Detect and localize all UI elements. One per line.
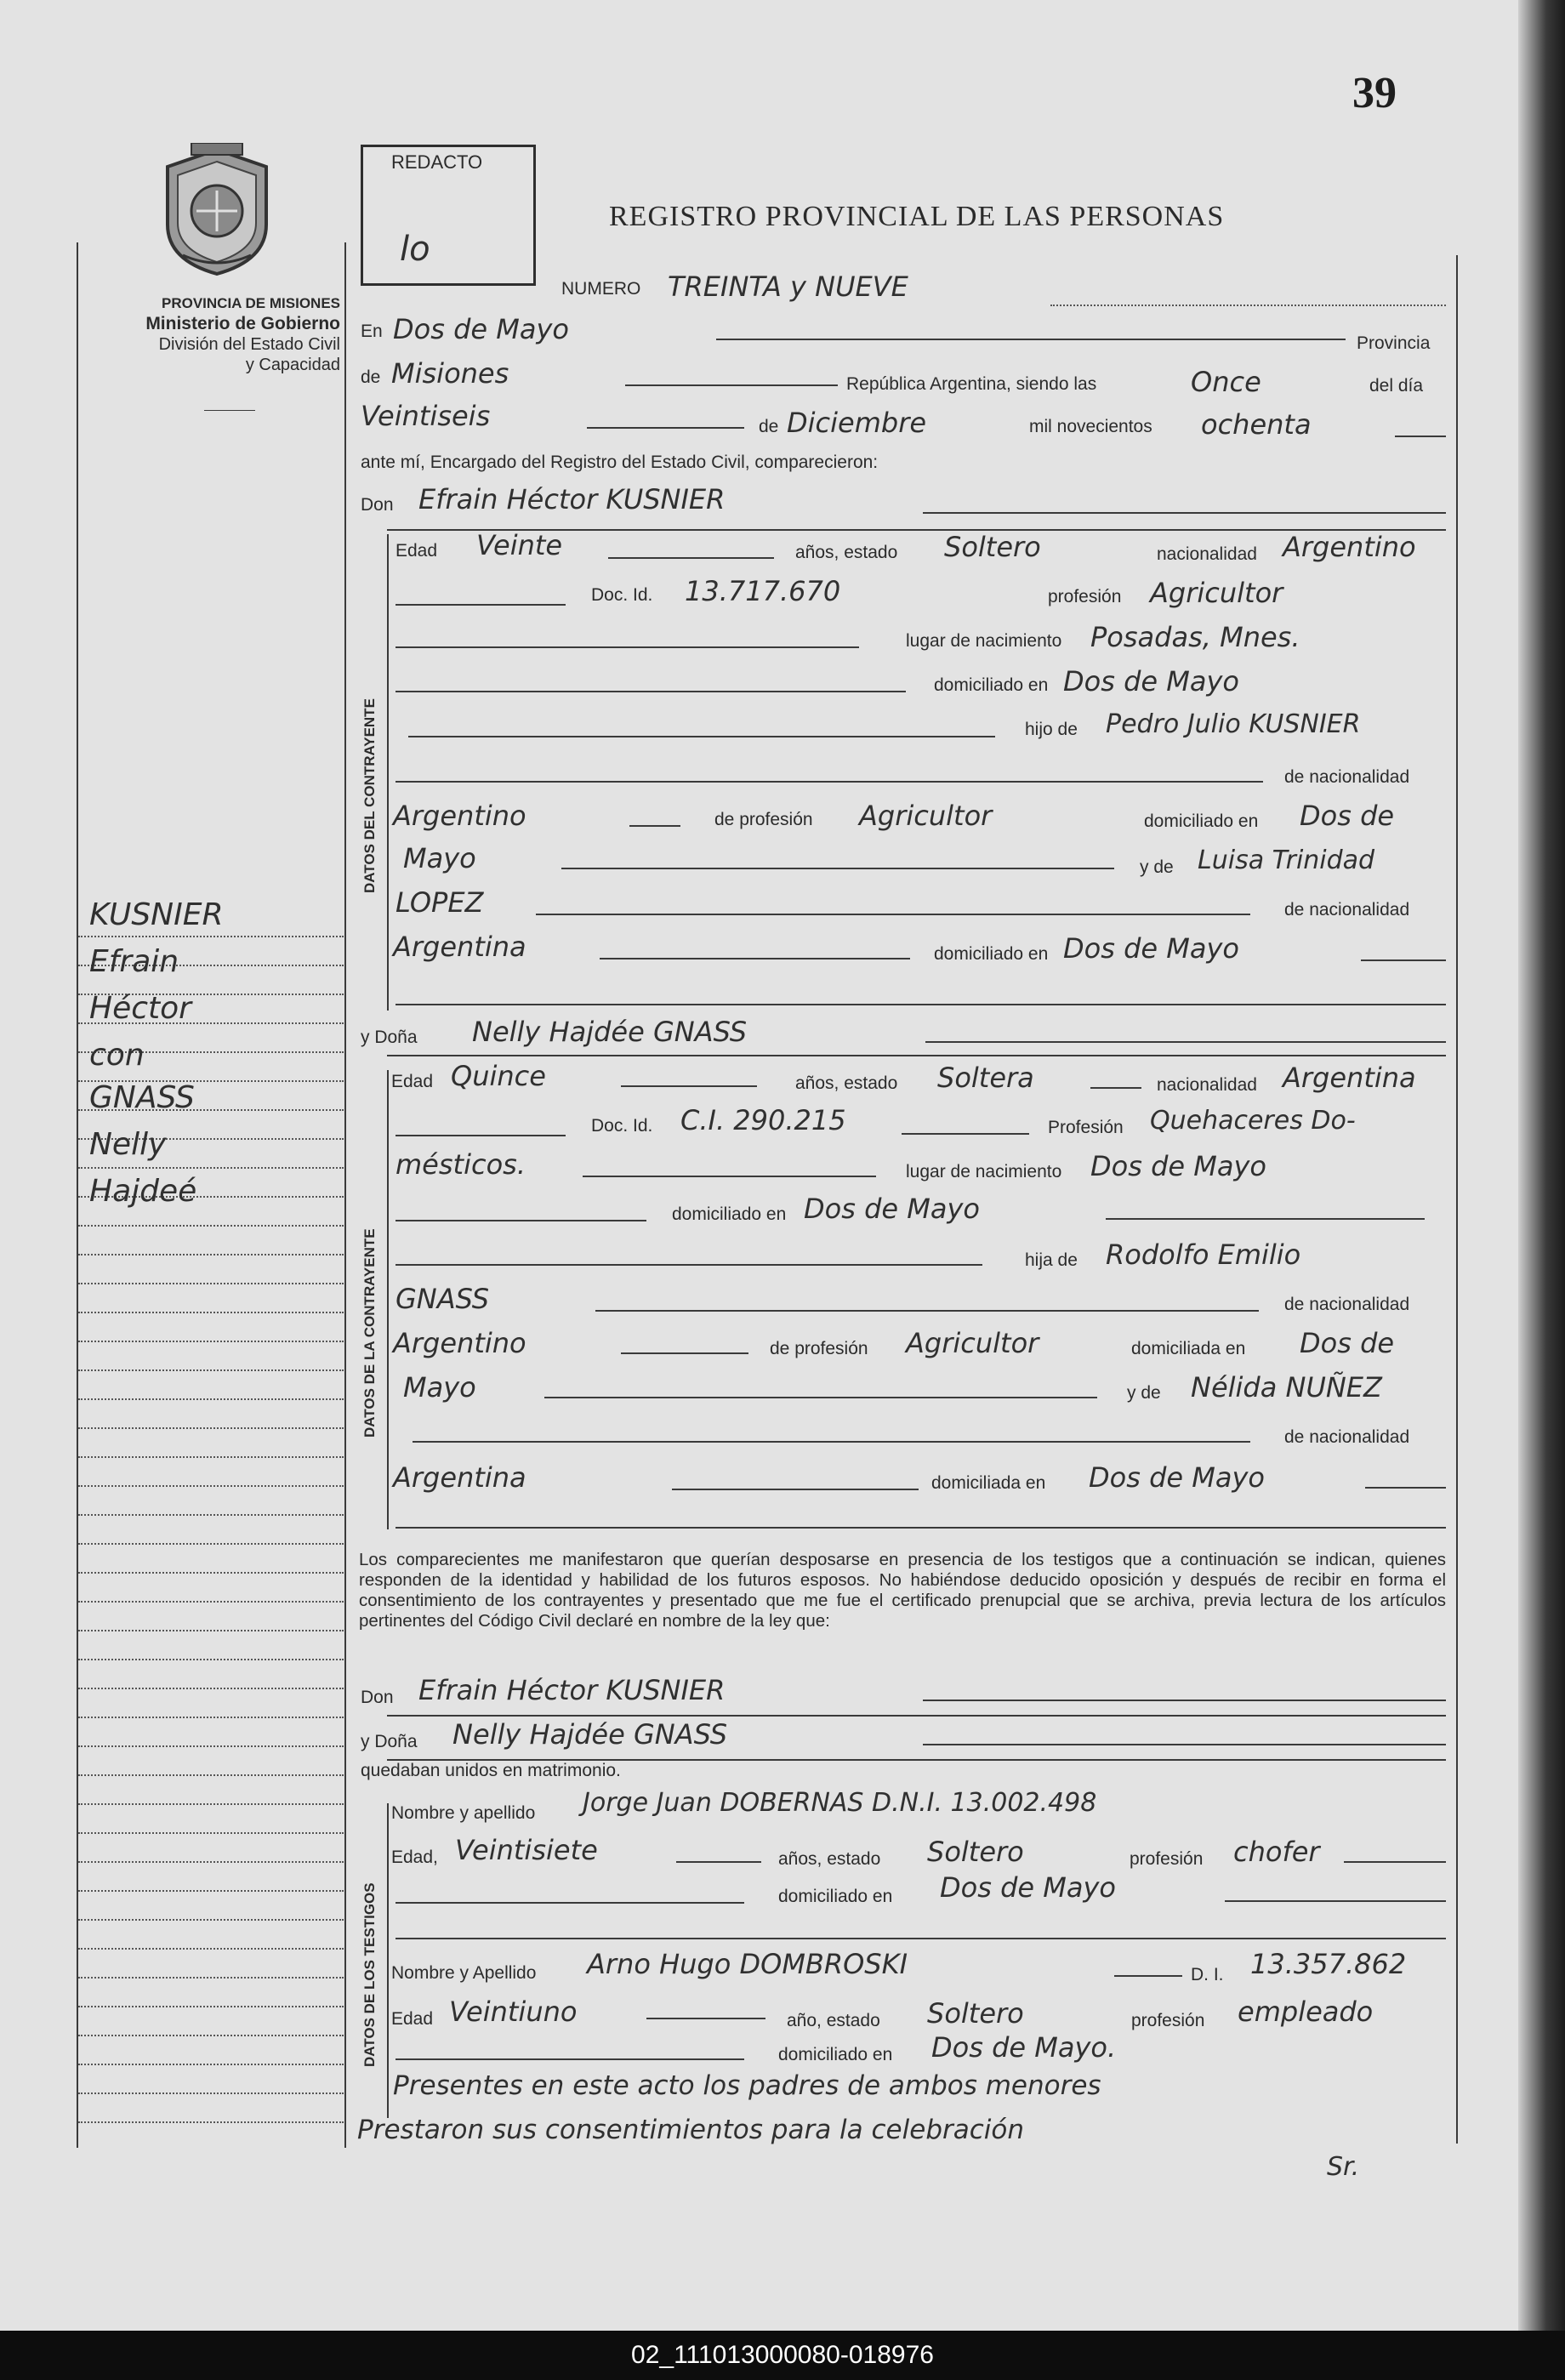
margin-ruled-line	[78, 936, 344, 937]
f-madre-value: Nélida NUÑEZ	[1191, 1371, 1382, 1404]
don-line	[923, 512, 1446, 514]
c-lugar-value: Posadas, Mnes.	[1090, 621, 1300, 653]
margin-ruled-line	[78, 1514, 344, 1516]
margin-ruled-line	[78, 1485, 344, 1487]
f-doc-label: Doc. Id.	[591, 1116, 653, 1136]
f-profesion-value-1: Quehaceres Do-	[1150, 1106, 1356, 1136]
c-y-de-label: y de	[1140, 857, 1174, 877]
c-madre-dom-label: domiciliado en	[934, 944, 1049, 964]
f-padre-nac-value: Argentino	[393, 1327, 526, 1359]
t1-dom-line	[1225, 1900, 1446, 1902]
t2-estado-value: Soltero	[927, 1997, 1024, 2030]
de-line	[625, 384, 838, 386]
f-padre-dom-value-1: Dos de	[1300, 1327, 1395, 1359]
c-end-line	[396, 1004, 1446, 1005]
f-doc-pre-line	[396, 1135, 566, 1136]
f-y-de-label: y de	[1127, 1383, 1161, 1403]
f-nac3-pre-line	[413, 1441, 1250, 1443]
issuing-office-header	[77, 293, 340, 375]
f-edad-line	[621, 1085, 757, 1087]
c-hijo-label: hijo de	[1025, 720, 1078, 739]
notes-line-1: Presentes en este acto los padres de ambos menores	[393, 2070, 1101, 2101]
f-padre-dom-label: domiciliada en	[1131, 1339, 1246, 1358]
t1-dom-value: Dos de Mayo	[940, 1871, 1116, 1904]
f-dom-line	[1106, 1218, 1425, 1220]
en-line	[716, 339, 1346, 340]
f-hija-pre-line	[396, 1264, 982, 1266]
c-padre-value: Pedro Julio KUSNIER	[1106, 709, 1361, 739]
f-edad-label: Edad	[391, 1072, 434, 1091]
c-madre-nac-value: Argentina	[393, 931, 526, 963]
t1-edad-line	[676, 1861, 761, 1863]
mes-label: de	[759, 417, 779, 436]
c-madre-value-1: Luisa Trinidad	[1198, 846, 1375, 875]
page-number: 39	[1352, 69, 1397, 117]
decl-y-dona-label: y Doña	[361, 1732, 418, 1751]
f-de-profesion-label: de profesión	[770, 1339, 868, 1358]
margin-ruled-line	[78, 1225, 344, 1227]
redacto-value: lo	[400, 230, 430, 269]
don-label: Don	[361, 495, 394, 515]
f-edad-value: Quince	[451, 1060, 546, 1092]
c-nacionalidad-label: nacionalidad	[1157, 544, 1257, 564]
contrayente-f-bracket	[387, 1070, 389, 1529]
f-madre-pre-line	[544, 1397, 1097, 1398]
margin-name-7: Hajdeé	[89, 1174, 197, 1209]
f-lugar-label: lugar de nacimiento	[906, 1162, 1062, 1181]
division-name: División del Estado Civil	[158, 335, 340, 354]
notes-line-3: Sr.	[1327, 2152, 1360, 2182]
margin-ruled-line	[78, 2006, 344, 2007]
en-value: Dos de Mayo	[393, 313, 569, 345]
t1-nombre-value: Jorge Juan DOBERNAS D.N.I. 13.002.498	[583, 1788, 1097, 1818]
c-nacionalidad2-label: de nacionalidad	[1284, 767, 1410, 787]
c-doc-label: Doc. Id.	[591, 585, 653, 605]
c-nac2-pre-line	[396, 781, 1263, 783]
margin-ruled-line	[78, 1398, 344, 1400]
t1-edad-label: Edad,	[391, 1848, 438, 1867]
f-lugar-value: Dos de Mayo	[1090, 1150, 1266, 1182]
margin-name-4: con	[89, 1038, 145, 1073]
f-padre-prof-value: Agricultor	[906, 1327, 1039, 1359]
province-name: PROVINCIA DE MISIONES	[161, 295, 340, 311]
t2-nombre-label: Nombre y Apellido	[391, 1963, 537, 1983]
t2-dom-pre-line	[396, 2058, 744, 2060]
contrayente-section-label: DATOS DEL CONTRAYENTE	[361, 698, 378, 893]
t1-nombre-label: Nombre y apellido	[391, 1803, 536, 1823]
f-estado-value: Soltera	[937, 1062, 1034, 1094]
scan-identifier: 02_111013000080-018976	[631, 2341, 934, 2369]
f-padre-nac-line	[621, 1352, 748, 1354]
t2-profesion-label: profesión	[1131, 2011, 1205, 2030]
margin-column-border	[344, 242, 346, 2148]
c-lugar-label: lugar de nacimiento	[906, 631, 1062, 651]
margin-name-2: Efrain	[89, 944, 179, 979]
c-madre-dom-line	[1361, 959, 1446, 961]
margin-ruled-line	[78, 1745, 344, 1747]
f-profesion-label: Profesión	[1048, 1118, 1124, 1137]
margin-ruled-line	[78, 1803, 344, 1805]
c-padre-nac-line	[629, 825, 680, 827]
anio-value: ochenta	[1201, 408, 1312, 441]
margin-name-1: KUSNIER	[89, 897, 224, 932]
t1-estado-value: Soltero	[927, 1836, 1024, 1868]
decl-don-underline	[387, 1715, 1446, 1717]
page-shadow-edge	[1518, 0, 1565, 2331]
f-anios-estado-label: años, estado	[795, 1073, 898, 1093]
anio-line	[1395, 436, 1446, 437]
t2-edad-label: Edad	[391, 2009, 434, 2029]
del-dia-label: del día	[1369, 376, 1424, 396]
margin-ruled-line	[78, 1659, 344, 1660]
f-lugar-pre-line	[583, 1176, 876, 1177]
margin-ruled-line	[78, 1167, 344, 1169]
c-madre-pre-line	[561, 868, 1114, 869]
f-dom-pre-line	[396, 1220, 646, 1221]
f-domicilio-value: Dos de Mayo	[804, 1193, 980, 1225]
margin-ruled-line	[78, 1369, 344, 1371]
f-padre-value-1: Rodolfo Emilio	[1106, 1238, 1301, 1271]
c-profesion-value: Agricultor	[1150, 577, 1283, 609]
t2-di-value: 13.357.862	[1250, 1948, 1407, 1980]
f-nacionalidad3-label: de nacionalidad	[1284, 1427, 1410, 1447]
f-madre-nac-value: Argentina	[393, 1461, 526, 1494]
numero-label: NUMERO	[561, 279, 641, 299]
t2-edad-value: Veintiuno	[449, 1996, 578, 2028]
margin-ruled-line	[78, 2092, 344, 2094]
f-nacionalidad2-label: de nacionalidad	[1284, 1295, 1410, 1314]
c-madre-value-2: LOPEZ	[396, 886, 484, 919]
numero-value: TREINTA y NUEVE	[668, 270, 908, 303]
t1-profesion-label: profesión	[1130, 1849, 1204, 1869]
f-profesion-value-2: mésticos.	[396, 1148, 526, 1181]
t2-dom-value: Dos de Mayo.	[931, 2031, 1117, 2064]
c-padre-prof-value: Agricultor	[859, 800, 993, 832]
testigos-section-label: DATOS DE LOS TESTIGOS	[361, 1882, 378, 2067]
c-profesion-label: profesión	[1048, 587, 1122, 606]
de-value: Misiones	[391, 357, 509, 390]
t1-end-line	[396, 1938, 1446, 1939]
c-nac3-pre-line	[536, 914, 1250, 915]
f-domiciliado-label: domiciliado en	[672, 1204, 787, 1224]
c-edad-label: Edad	[396, 541, 438, 561]
header-divider	[204, 410, 255, 411]
declaration-paragraph: Los comparecientes me manifestaron que querían desposarse en presencia de los testigos que a continuación se indican, quienes responden de la identidad y habilidad de los futuros esposos. No habiéndose deducido oposición y después de recibir en forma el consentimiento de los contrayentes y presentado que me fue el certificado prenupcial que se archiva, previa lectura de los artículos pertinentes del Código Civil declaré en nombre de la ley que:	[359, 1550, 1446, 1631]
right-border	[1456, 255, 1458, 2144]
c-domicilio-value: Dos de Mayo	[1063, 665, 1239, 697]
quedaban-text: quedaban unidos en matrimonio.	[361, 1761, 621, 1780]
contrayente-f-section-label: DATOS DE LA CONTRAYENTE	[361, 1228, 378, 1438]
t1-profesion-line	[1344, 1861, 1446, 1863]
margin-ruled-line	[78, 2121, 344, 2123]
margin-ruled-line	[78, 1948, 344, 1950]
decl-dona-line	[923, 1744, 1446, 1745]
c-nacionalidad3-label: de nacionalidad	[1284, 900, 1410, 920]
c-edad-value: Veinte	[476, 529, 563, 561]
f-estado-line	[1090, 1087, 1141, 1089]
de-label: de	[361, 367, 381, 387]
en-label: En	[361, 322, 383, 341]
margin-ruled-line	[78, 2064, 344, 2065]
c-edad-line	[608, 557, 774, 559]
f-hija-label: hija de	[1025, 1250, 1078, 1270]
margin-name-6: Nelly	[89, 1127, 167, 1162]
t1-estado-label: años, estado	[778, 1849, 881, 1869]
c-de-profesion-label: de profesión	[714, 810, 813, 829]
t2-estado-label: año, estado	[787, 2011, 880, 2030]
t2-di-label: D. I.	[1191, 1965, 1224, 1984]
decl-dona-value: Nelly Hajdée GNASS	[452, 1718, 728, 1751]
margin-ruled-line	[78, 1774, 344, 1776]
t1-profesion-value: chofer	[1233, 1836, 1320, 1868]
margin-ruled-line	[78, 1688, 344, 1689]
c-nacionalidad-value: Argentino	[1283, 531, 1416, 563]
decl-don-line	[923, 1700, 1446, 1701]
dona-value: Nelly Hajdée GNASS	[472, 1016, 748, 1048]
f-padre-value-2: GNASS	[396, 1283, 490, 1315]
f-madre-dom-value: Dos de Mayo	[1089, 1461, 1265, 1494]
margin-ruled-line	[78, 1543, 344, 1545]
c-dom-pre-line	[396, 691, 906, 692]
t2-nombre-value: Arno Hugo DOMBROSKI	[587, 1948, 908, 1980]
c-doc-value: 13.717.670	[685, 575, 841, 607]
c-domiciliado-label: domiciliado en	[934, 675, 1049, 695]
republica-text: República Argentina, siendo las	[846, 374, 1097, 394]
decl-don-label: Don	[361, 1688, 394, 1707]
margin-name-5: GNASS	[89, 1080, 195, 1115]
margin-ruled-line	[78, 1717, 344, 1718]
t1-edad-value: Veintisiete	[455, 1834, 598, 1866]
t2-nombre-line	[1114, 1975, 1182, 1977]
f-nacionalidad-value: Argentina	[1283, 1062, 1416, 1094]
c-padre-dom-value-2: Mayo	[403, 842, 476, 874]
margin-ruled-line	[78, 1601, 344, 1603]
decl-don-value: Efrain Héctor KUSNIER	[418, 1674, 726, 1706]
c-lugar-pre-line	[396, 646, 859, 648]
c-estado-value: Soltero	[944, 531, 1041, 563]
c-padre-dom-value-1: Dos de	[1300, 800, 1395, 832]
division-name-2: y Capacidad	[245, 356, 340, 374]
f-nac2-pre-line	[595, 1310, 1259, 1312]
dia-value: Veintiseis	[361, 400, 491, 432]
margin-ruled-line	[78, 1283, 344, 1284]
margin-ruled-line	[78, 1977, 344, 1979]
c-padre-dom-label: domiciliado en	[1144, 811, 1259, 831]
margin-name-3: Héctor	[89, 991, 191, 1026]
contrayente-bracket	[387, 534, 389, 1011]
margin-ruled-line	[78, 1572, 344, 1574]
margin-ruled-line	[78, 1312, 344, 1313]
t1-dom-label: domiciliado en	[778, 1887, 893, 1906]
f-end-line	[396, 1527, 1446, 1529]
margin-ruled-line	[78, 1890, 344, 1892]
dona-underline	[387, 1055, 1446, 1056]
c-madre-dom-value: Dos de Mayo	[1063, 932, 1239, 965]
don-value: Efrain Héctor KUSNIER	[418, 483, 726, 515]
t2-profesion-value: empleado	[1238, 1996, 1374, 2028]
margin-ruled-line	[78, 1630, 344, 1631]
c-anios-estado-label: años, estado	[795, 543, 898, 562]
y-dona-label: y Doña	[361, 1028, 418, 1047]
f-madre-nac-line	[672, 1489, 919, 1490]
margin-ruled-line	[78, 1456, 344, 1458]
t1-dom-pre-line	[396, 1902, 744, 1904]
t2-edad-line	[646, 2018, 765, 2019]
f-nacionalidad-label: nacionalidad	[1157, 1075, 1257, 1095]
margin-ruled-line	[78, 1254, 344, 1255]
hora-value: Once	[1191, 366, 1261, 398]
ministry-name: Ministerio de Gobierno	[145, 314, 340, 333]
c-hijo-pre-line	[408, 736, 995, 737]
testigos-bracket	[387, 1803, 389, 2118]
f-madre-dom-line	[1365, 1487, 1446, 1489]
mes-value: Diciembre	[787, 407, 927, 439]
f-doc-line	[902, 1133, 1029, 1135]
ante-text: ante mí, Encargado del Registro del Estado Civil, comparecieron:	[361, 453, 879, 472]
numero-line	[1050, 305, 1446, 306]
margin-ruled-line	[78, 1427, 344, 1429]
margin-ruled-line	[78, 1919, 344, 1921]
f-doc-value: C.I. 290.215	[680, 1104, 846, 1136]
margin-ruled-line	[78, 1341, 344, 1342]
f-madre-dom-label: domiciliada en	[931, 1473, 1046, 1493]
margin-ruled-line	[78, 2035, 344, 2036]
f-padre-dom-value-2: Mayo	[403, 1371, 476, 1404]
provincia-label: Provincia	[1357, 333, 1431, 353]
mil-text: mil novecientos	[1029, 417, 1152, 436]
c-padre-nac-value: Argentino	[393, 800, 526, 832]
registry-title: REGISTRO PROVINCIAL DE LAS PERSONAS	[609, 201, 1225, 232]
provincial-seal-emblem	[157, 143, 276, 279]
margin-ruled-line	[78, 1832, 344, 1834]
notes-line-2: Prestaron sus consentimientos para la celebración	[357, 2115, 1025, 2145]
margin-ruled-line	[78, 1861, 344, 1863]
c-doc-pre-line	[396, 604, 566, 606]
c-madre-nac-line	[600, 958, 910, 959]
redacto-label: REDACTO	[391, 151, 483, 173]
dia-line	[587, 427, 744, 429]
t2-dom-label: domiciliado en	[778, 2045, 893, 2064]
dona-line	[925, 1041, 1446, 1043]
